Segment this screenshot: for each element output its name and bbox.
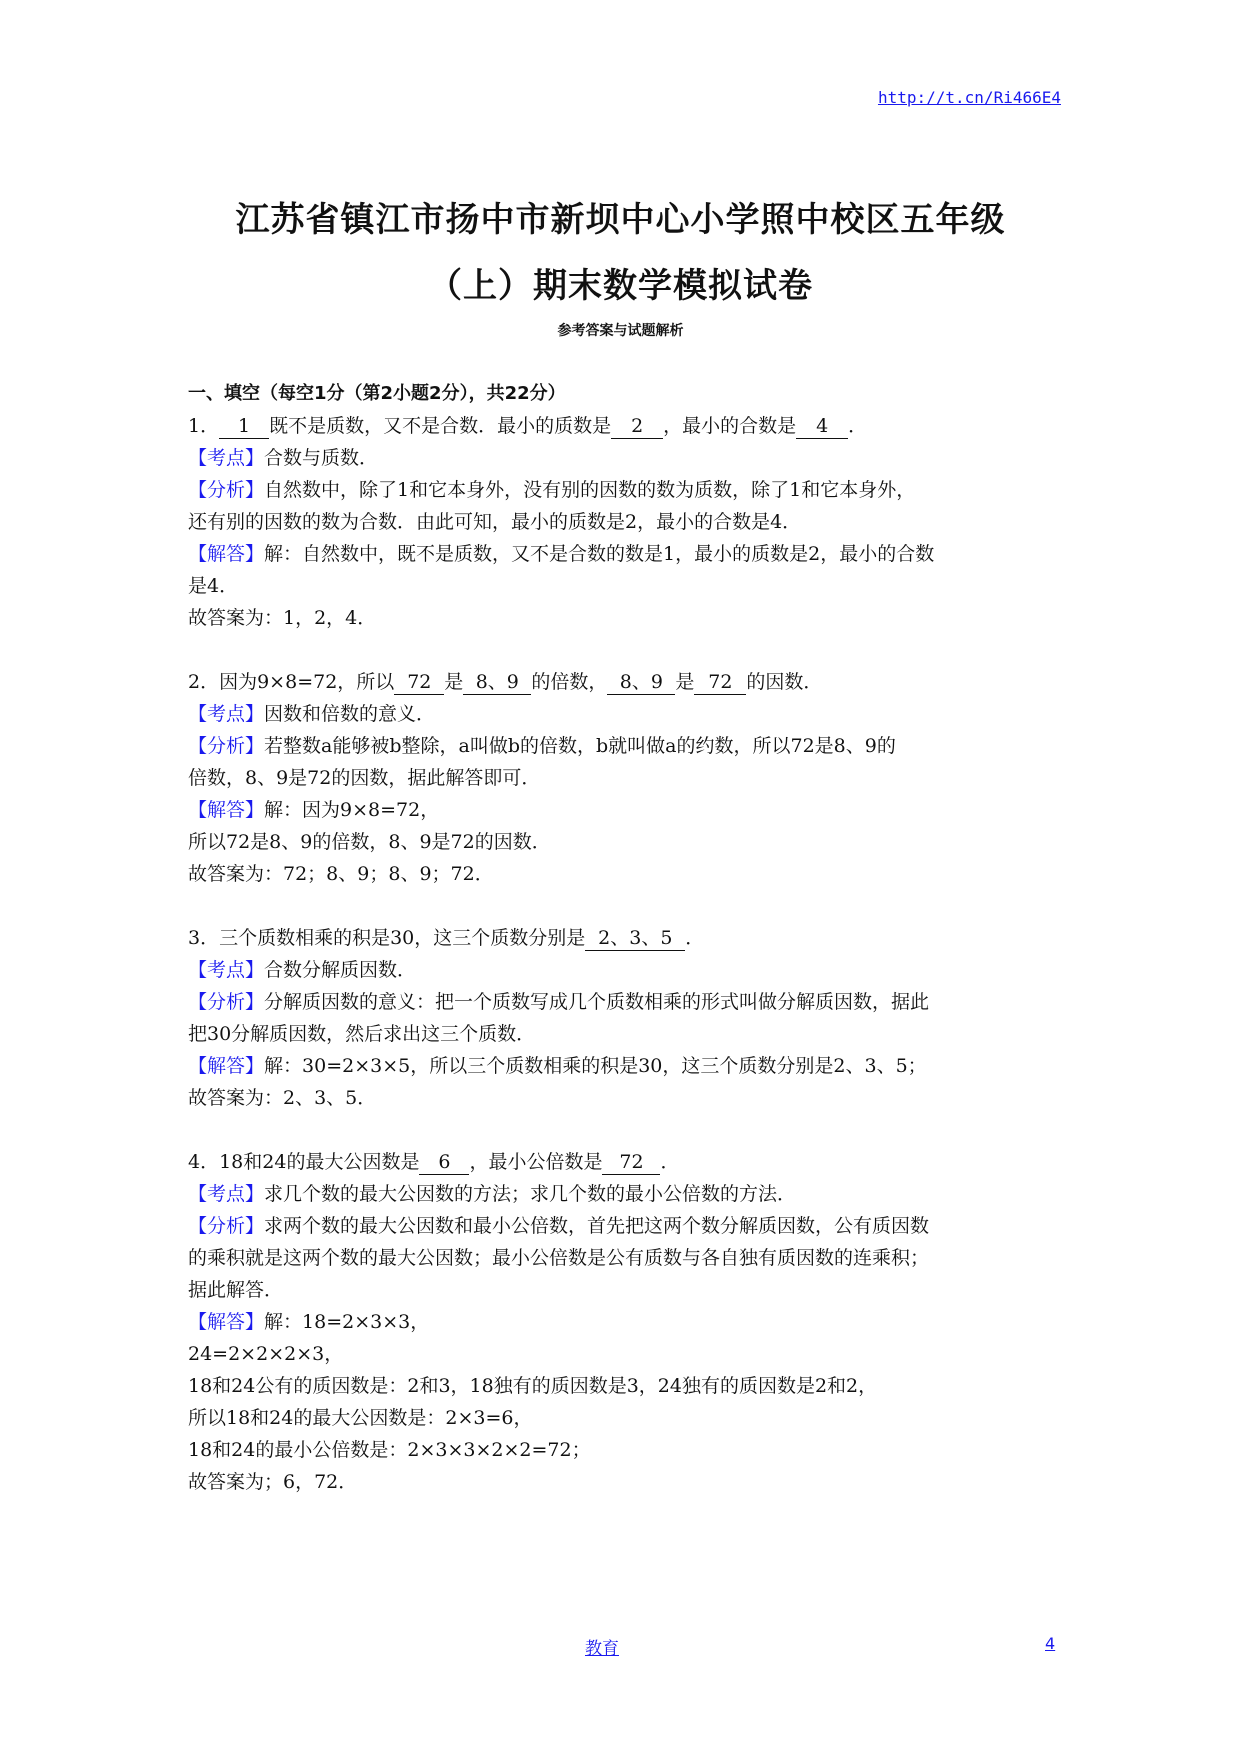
answer-blank: 1	[219, 414, 269, 439]
answer-blank: 2、3、5	[585, 926, 685, 951]
jieda-text-cont: 是4．	[188, 575, 239, 597]
jieda-text-cont: 18和24的最小公倍数是：2×3×3×2×2=72；	[188, 1439, 591, 1461]
fenxi-text: 若整数a能够被b整除，a叫做b的倍数，b就叫做a的约数，所以72是8、9的	[264, 735, 896, 757]
fenxi-text-cont: 倍数，8、9是72的因数，据此解答即可．	[188, 767, 541, 789]
question-text: ．	[848, 415, 868, 437]
question-text: 的倍数，	[531, 671, 608, 693]
jieda-row	[188, 538, 1058, 570]
document-title-line1: 江苏省镇江市扬中市新坝中心小学照中校区五年级	[235, 200, 1006, 240]
header-url-link[interactable]: http://t.cn/Ri466E4	[877, 88, 1061, 107]
question-2	[188, 666, 1058, 698]
jieda-label: 【解答】	[188, 543, 265, 565]
fenxi-text: 分解质因数的意义：把一个质数写成几个质数相乘的形式叫做分解质因数，据此	[264, 991, 930, 1013]
answer-blank: 72	[394, 670, 444, 695]
kaodian-label: 【考点】	[188, 447, 265, 469]
answer-blank: 4	[796, 414, 848, 439]
spacer	[188, 890, 1058, 922]
kaodian-row	[188, 1178, 1058, 1210]
fenxi-label: 【分析】	[188, 991, 265, 1013]
jieda-label: 【解答】	[188, 1311, 265, 1333]
fenxi-text: 自然数中，除了1和它本身外，没有别的因数的数为质数，除了1和它本身外，	[264, 479, 916, 501]
kaodian-text: 合数分解质因数．	[264, 959, 417, 981]
question-number: 2．	[188, 671, 220, 693]
answer-blank: 72	[694, 670, 746, 695]
section-heading: 一、填空（每空1分（第2小题2分），共22分）	[188, 383, 566, 404]
question-text: 18和24的最大公因数是	[219, 1151, 420, 1173]
document-body	[188, 378, 1058, 1498]
question-text: 既不是质数，又不是合数．最小的质数是	[269, 415, 612, 437]
fenxi-row	[188, 1210, 1058, 1242]
fenxi-text-cont: 据此解答．	[188, 1279, 284, 1301]
kaodian-row	[188, 442, 1058, 474]
kaodian-text: 合数与质数．	[264, 447, 379, 469]
fenxi-text-cont: 的乘积就是这两个数的最大公因数；最小公倍数是公有质数与各自独有质因数的连乘积；	[188, 1247, 930, 1269]
fenxi-label: 【分析】	[188, 735, 265, 757]
kaodian-text: 求几个数的最大公因数的方法；求几个数的最小公倍数的方法．	[264, 1183, 797, 1205]
fenxi-text: 求两个数的最大公因数和最小公倍数，首先把这两个数分解质因数，公有质因数	[264, 1215, 930, 1237]
answer-blank: 8、9	[607, 670, 675, 695]
answer-summary: 故答案为；6，72．	[188, 1471, 358, 1493]
question-text: 因为9×8=72，所以	[219, 671, 395, 693]
answer-blank: 8、9	[463, 670, 531, 695]
fenxi-label: 【分析】	[188, 479, 265, 501]
answer-summary: 故答案为：72；8、9；8、9；72．	[188, 863, 494, 885]
kaodian-text: 因数和倍数的意义．	[264, 703, 436, 725]
fenxi-label: 【分析】	[188, 1215, 265, 1237]
fenxi-row	[188, 730, 1058, 762]
spacer	[188, 634, 1058, 666]
jieda-text-cont: 所以72是8、9的倍数，8、9是72的因数．	[188, 831, 551, 853]
page-number[interactable]: 4	[1045, 1634, 1056, 1653]
footer-link[interactable]: 教育	[585, 1639, 619, 1659]
question-3	[188, 922, 1058, 954]
kaodian-label: 【考点】	[188, 703, 265, 725]
answer-summary: 故答案为：2、3、5．	[188, 1087, 377, 1109]
question-4	[188, 1146, 1058, 1178]
question-text: 是	[444, 671, 464, 693]
fenxi-text-cont: 把30分解质因数，然后求出这三个质数．	[188, 1023, 536, 1045]
question-number: 1．	[188, 415, 220, 437]
question-text: ．	[660, 1151, 680, 1173]
fenxi-text-cont: 还有别的因数的数为合数．由此可知，最小的质数是2，最小的合数是4．	[188, 511, 802, 533]
jieda-row	[188, 794, 1058, 826]
answer-blank: 2	[611, 414, 663, 439]
jieda-text: 解：自然数中，既不是质数，又不是合数的数是1，最小的质数是2，最小的合数	[264, 543, 935, 565]
jieda-label: 【解答】	[188, 799, 265, 821]
question-text: ，最小的合数是	[663, 415, 797, 437]
document-title-line2: （上）期末数学模拟试卷	[428, 266, 813, 306]
document-subtitle: 参考答案与试题解析	[557, 323, 684, 339]
question-1	[188, 410, 1058, 442]
jieda-label: 【解答】	[188, 1055, 265, 1077]
fenxi-row	[188, 986, 1058, 1018]
kaodian-label: 【考点】	[188, 959, 265, 981]
jieda-text-cont: 24=2×2×2×3，	[188, 1343, 344, 1365]
answer-summary: 故答案为：1，2，4．	[188, 607, 377, 629]
jieda-text-cont: 所以18和24的最大公因数是：2×3=6，	[188, 1407, 533, 1429]
kaodian-row	[188, 954, 1058, 986]
fenxi-row	[188, 474, 1058, 506]
question-text: ．	[685, 927, 705, 949]
answer-blank: 6	[419, 1150, 469, 1175]
question-number: 4．	[188, 1151, 220, 1173]
answer-blank: 72	[602, 1150, 660, 1175]
jieda-text: 解：因为9×8=72，	[264, 799, 440, 821]
jieda-row	[188, 1306, 1058, 1338]
jieda-text: 解：30=2×3×5，所以三个质数相乘的积是30，这三个质数分别是2、3、5；	[264, 1055, 927, 1077]
question-text: 是	[675, 671, 695, 693]
jieda-row	[188, 1050, 1058, 1082]
jieda-text: 解：18=2×3×3，	[264, 1311, 430, 1333]
question-text: ，最小公倍数是	[469, 1151, 603, 1173]
kaodian-row	[188, 698, 1058, 730]
spacer	[188, 1114, 1058, 1146]
question-text: 三个质数相乘的积是30，这三个质数分别是	[219, 927, 586, 949]
question-number: 3．	[188, 927, 220, 949]
jieda-text-cont: 18和24公有的质因数是：2和3，18独有的质因数是3，24独有的质因数是2和2，	[188, 1375, 878, 1397]
question-text: 的因数．	[746, 671, 823, 693]
kaodian-label: 【考点】	[188, 1183, 265, 1205]
